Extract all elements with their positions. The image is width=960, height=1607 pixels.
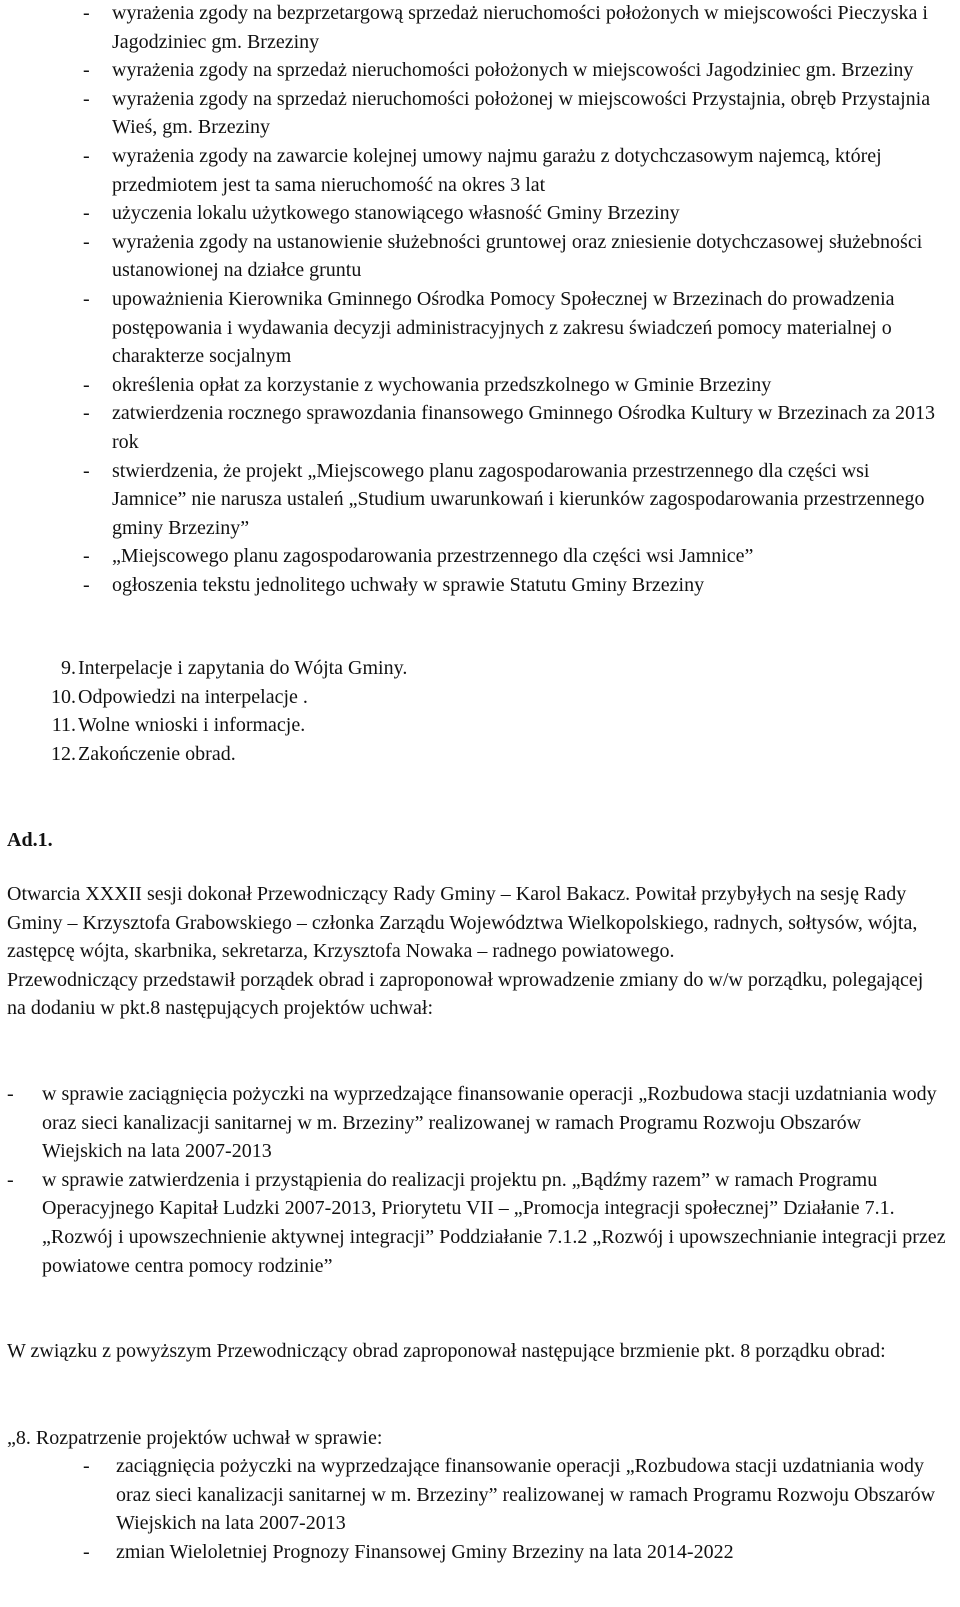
agenda-item-number: 11. bbox=[51, 714, 76, 737]
dash-bullet: - bbox=[83, 1455, 90, 1477]
list-item-text: w sprawie zaciągnięcia pożyczki na wyprzedzające finansowanie operacji „Rozbudowa stacji uzdatniania wody oraz sieci kanalizacji sanitarnej w m. Brzeziny” realizowanej w ramach Programu Rozwoju Obszarów Wiejskich na lata 2007-2013 bbox=[42, 1083, 937, 1163]
list-item-text: wyrażenia zgody na sprzedaż nieruchomości położonych w miejscowości Jagodziniec gm. Brzeziny bbox=[112, 59, 914, 82]
agenda-item bbox=[0, 711, 960, 740]
list-item-text: ogłoszenia tekstu jednolitego uchwały w sprawie Statutu Gminy Brzeziny bbox=[112, 573, 705, 596]
section-heading-ad1: Ad.1. bbox=[7, 829, 53, 851]
added-resolutions-list bbox=[0, 1080, 960, 1280]
list-item bbox=[0, 1080, 960, 1166]
list-item bbox=[0, 142, 960, 199]
list-item bbox=[0, 56, 960, 85]
dash-bullet: - bbox=[83, 573, 90, 596]
dash-bullet: - bbox=[83, 287, 90, 310]
list-item-text: wyrażenia zgody na bezprzetargową sprzedaż nieruchomości położonych w miejscowości Pieczyska i Jagodziniec gm. Brzeziny bbox=[112, 2, 928, 53]
dash-bullet: - bbox=[83, 545, 90, 568]
agenda-item-text: Zakończenie obrad. bbox=[78, 742, 236, 765]
dash-bullet: - bbox=[83, 144, 90, 167]
list-item bbox=[0, 571, 960, 600]
item8-list bbox=[0, 1452, 960, 1566]
list-item-text: „Miejscowego planu zagospodarowania przestrzennego dla części wsi Jamnice” bbox=[112, 545, 754, 568]
dash-bullet: - bbox=[83, 373, 90, 396]
agenda-item-number: 9. bbox=[61, 657, 76, 679]
list-item bbox=[0, 0, 960, 56]
resolution-list-top bbox=[0, 0, 960, 599]
opening-paragraph bbox=[7, 880, 946, 1023]
agenda-item-text: Odpowiedzi na interpelacje . bbox=[78, 685, 308, 708]
list-item-text: stwierdzenia, że projekt „Miejscowego planu zagospodarowania przestrzennego dla części wsi Jamnice” nie narusza ustaleń „Studium uwarunkowań i kierunków zagospodarowania przestrzennego gminy Brzeziny” bbox=[112, 459, 925, 539]
list-item-text: użyczenia lokalu użytkowego stanowiącego własność Gminy Brzeziny bbox=[112, 202, 680, 225]
list-item bbox=[0, 199, 960, 228]
dash-bullet: - bbox=[83, 1540, 90, 1563]
dash-bullet: - bbox=[83, 59, 90, 82]
dash-bullet: - bbox=[83, 459, 90, 482]
paragraph-text: Otwarcia XXXII sesji dokonał Przewodniczący Rady Gminy – Karol Bakacz. Powitał przybyłych na sesję Rady Gminy – Krzysztofa Grabowskiego – członka Zarządu Województwa Wielkopolskiego, radnych, sołtysów, wójta, zastępcę wójta, skarbnika, sekretarza, Krzysztofa Nowaka – radnego powiatowego. bbox=[7, 883, 918, 963]
paragraph-text: Przewodniczący przedstawił porządek obrad i zaproponował wprowadzenie zmiany do w/w porządku, polegającej na dodaniu w pkt.8 następujących projektów uchwał: bbox=[7, 968, 924, 1020]
dash-bullet: - bbox=[83, 202, 90, 225]
agenda-item-text: Interpelacje i zapytania do Wójta Gminy. bbox=[78, 657, 408, 679]
list-item-text: wyrażenia zgody na zawarcie kolejnej umowy najmu garażu z dotychczasowym najemcą, której przedmiotem jest ta sama nieruchomość na okres 3 lat bbox=[112, 144, 882, 196]
list-item bbox=[0, 457, 960, 543]
dash-bullet: - bbox=[83, 230, 90, 253]
dash-bullet: - bbox=[83, 2, 90, 24]
list-item-text: wyrażenia zgody na ustanowienie służebności gruntowej oraz zniesienie dotychczasowej służebności ustanowionej na działce gruntu bbox=[112, 230, 923, 282]
list-item bbox=[0, 1452, 960, 1538]
list-item bbox=[0, 85, 960, 142]
dash-bullet: - bbox=[7, 1168, 14, 1191]
list-item-text: w sprawie zatwierdzenia i przystąpienia do realizacji projektu pn. „Bądźmy razem” w ramach Programu Operacyjnego Kapitał Ludzki 2007-2013, Priorytetu VII – „Promocja integracji społecznej” Działanie 7.1. „Rozwój i upowszechnienie aktywnej integracji” Poddziałanie 7.1.2 „Rozwój i upowszechnianie integracji przez powiatowe centra pomocy rodzinie” bbox=[42, 1168, 946, 1277]
proposal-paragraph: W związku z powyższym Przewodniczący obrad zaproponował następujące brzmienie pkt. 8 porządku obrad: bbox=[7, 1340, 886, 1362]
dash-bullet: - bbox=[83, 87, 90, 110]
list-item bbox=[0, 1538, 960, 1567]
agenda-item-text: Wolne wnioski i informacje. bbox=[78, 714, 306, 737]
agenda-item-number: 10. bbox=[51, 685, 76, 708]
list-item bbox=[0, 285, 960, 371]
list-item-text: upoważnienia Kierownika Gminnego Ośrodka Pomocy Społecznej w Brzezinach do prowadzenia postępowania i wydawania decyzji administracyjnych z zakresu świadczeń pomocy materialnej o charakterze socjalnym bbox=[112, 287, 895, 368]
list-item bbox=[0, 399, 960, 456]
agenda-item bbox=[0, 654, 960, 683]
list-item-text: wyrażenia zgody na sprzedaż nieruchomości położonej w miejscowości Przystajnia, obręb Przystajnia Wieś, gm. Brzeziny bbox=[112, 87, 931, 139]
list-item bbox=[0, 228, 960, 285]
agenda-item-number: 12. bbox=[51, 742, 76, 765]
item8-heading: „8. Rozpatrzenie projektów uchwał w sprawie: bbox=[7, 1427, 383, 1449]
list-item-text: zaciągnięcia pożyczki na wyprzedzające finansowanie operacji „Rozbudowa stacji uzdatniania wody oraz sieci kanalizacji sanitarnej w m. Brzeziny” realizowanej w ramach Programu Rozwoju Obszarów Wiejskich na lata 2007-2013 bbox=[116, 1455, 936, 1535]
list-item-text: określenia opłat za korzystanie z wychowania przedszkolnego w Gminie Brzeziny bbox=[112, 373, 772, 396]
list-item-text: zmian Wieloletniej Prognozy Finansowej Gminy Brzeziny na lata 2014-2022 bbox=[116, 1540, 734, 1563]
agenda-numbered-list bbox=[0, 654, 960, 768]
list-item bbox=[0, 542, 960, 571]
list-item bbox=[0, 371, 960, 400]
list-item-text: zatwierdzenia rocznego sprawozdania finansowego Gminnego Ośrodka Kultury w Brzezinach za 2013 rok bbox=[112, 402, 936, 453]
dash-bullet: - bbox=[83, 402, 90, 425]
agenda-item bbox=[0, 740, 960, 769]
agenda-item bbox=[0, 683, 960, 712]
list-item bbox=[0, 1166, 960, 1280]
dash-bullet: - bbox=[7, 1083, 14, 1105]
